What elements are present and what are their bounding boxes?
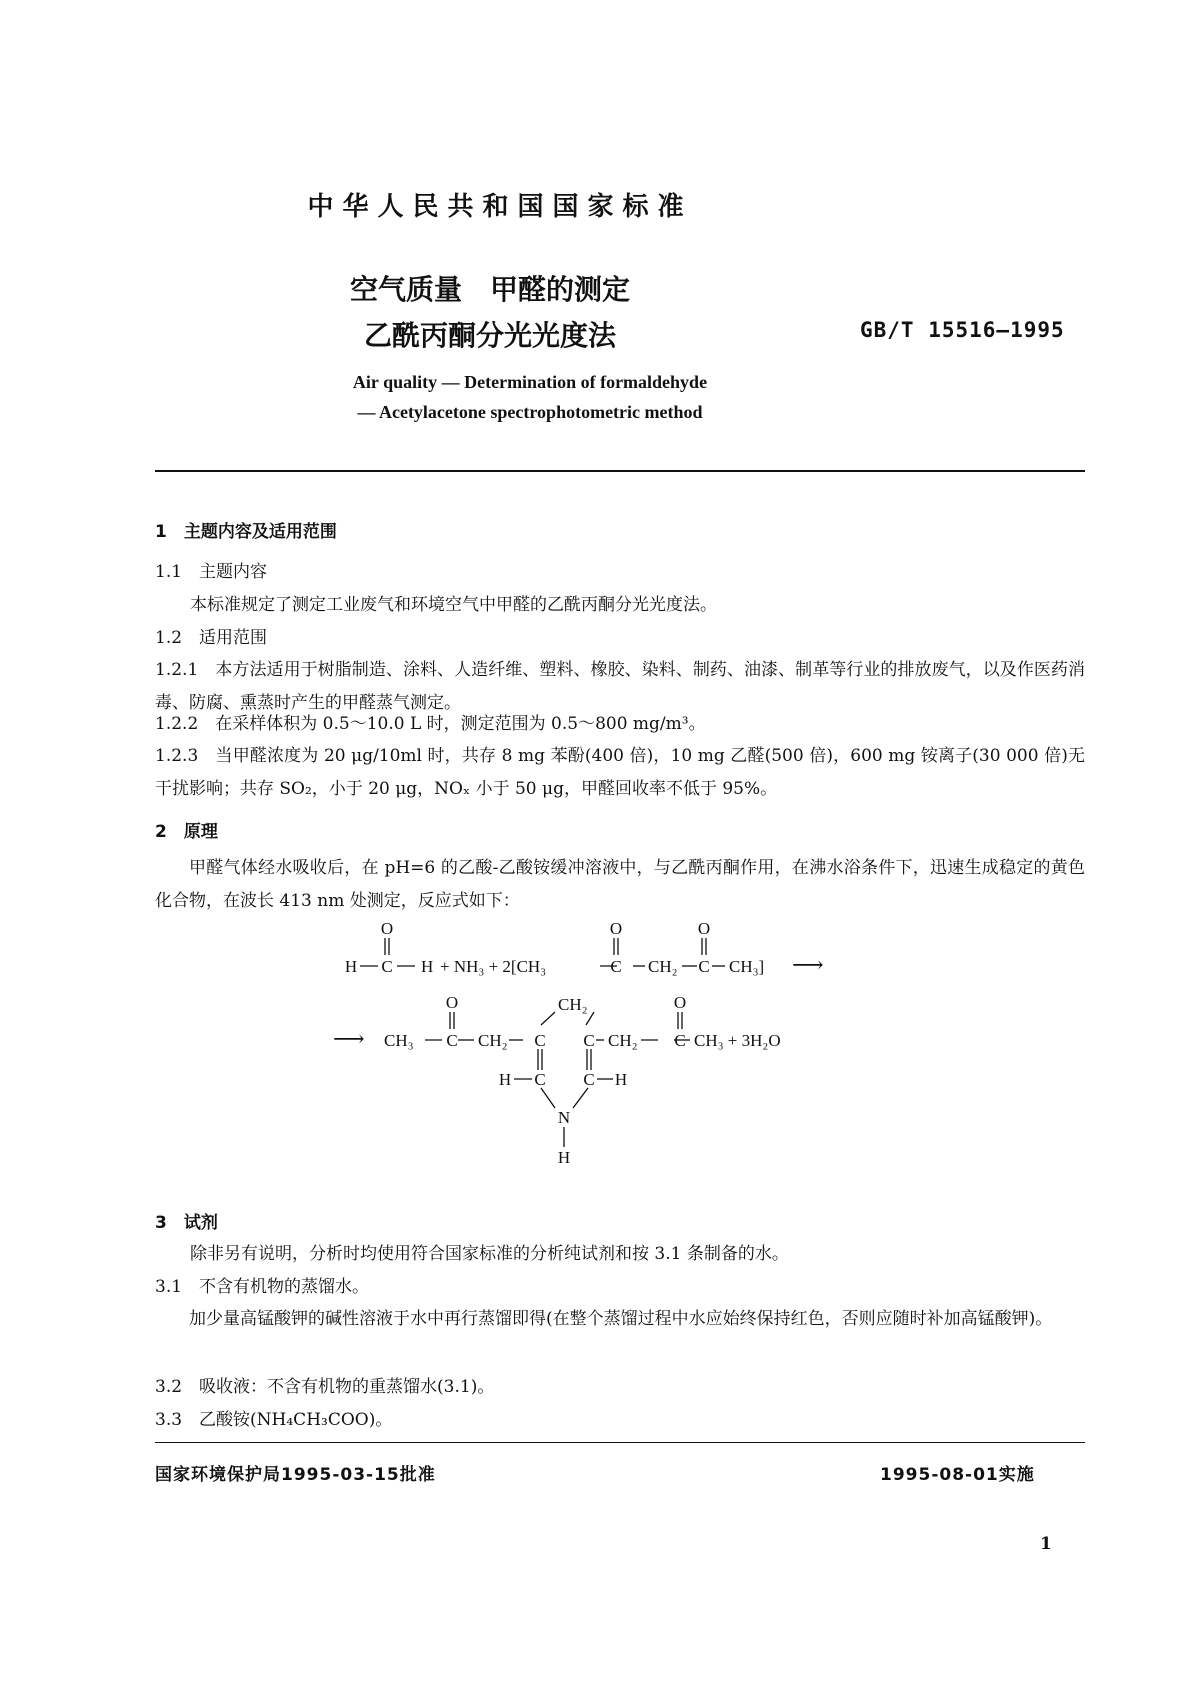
reactant-ketone-oxygen-1: O: [609, 919, 623, 938]
reactant-ammonia-and-acetylacetone: + NH₃ + 2[CH₃: [440, 957, 547, 976]
product-ring-hydrogen-left: H: [498, 1070, 512, 1089]
product-carbonyl-carbon-left: C: [446, 1031, 458, 1050]
implementation-date: 1995-08-01实施: [880, 1465, 1035, 1485]
section-2-heading: 2 原理: [155, 822, 218, 842]
section-1-2-2: 1.2.2 在采样体积为 0.5～10.0 L 时，测定范围为 0.5～800 mg/m³。: [155, 714, 706, 734]
section-1-2-heading: 1.2 适用范围: [155, 628, 268, 648]
product-ring-methylene: CH₂: [558, 995, 588, 1014]
product-ring-carbon-left: C: [534, 1031, 546, 1050]
product-ring-carbon-right: C: [583, 1031, 595, 1050]
standard-number: GB/T 15516—1995: [860, 318, 1065, 342]
document-title-line1: 空气质量 甲醛的测定: [349, 273, 630, 306]
national-standard-heading: 中华人民共和国国家标准: [307, 192, 693, 222]
reactant-ketone-carbon-2: C: [698, 957, 710, 976]
reactant-formaldehyde-carbon: C: [381, 957, 393, 976]
reaction-arrow-1: ⟶: [792, 952, 824, 977]
product-ring-carbon-lower-left: C: [534, 1070, 546, 1089]
section-1-2-3: 1.2.3 当甲醛浓度为 20 μg/10ml 时，共存 8 mg 苯酚(400 倍)，10 mg 乙醛(500 倍)，600 mg 铵离子(30 000 倍)无干扰影响；共存 SO₂，小于 20 μg，NOₓ 小于 50 μg，甲醛回收率不低于 95%。: [155, 746, 1085, 799]
reactant-methyl-end: CH₃]: [729, 957, 765, 976]
reactant-ketone-carbon-1: C: [610, 957, 622, 976]
section-1-heading: 1 主题内容及适用范围: [155, 522, 337, 542]
reactant-methylene: CH₂: [648, 957, 678, 976]
page-number: 1: [1040, 1534, 1052, 1554]
section-3-intro: 除非另有说明，分析时均使用符合国家标准的分析纯试剂和按 3.1 条制备的水。: [190, 1244, 789, 1264]
english-title-line1: Air quality — Determination of formaldehyde: [352, 372, 708, 392]
product-oxygen-right: O: [673, 993, 687, 1012]
section-3-1-heading: 3.1 不含有机物的蒸馏水。: [155, 1277, 370, 1297]
footer-rule: [155, 1442, 1085, 1443]
reactant-hydrogen-right: H: [421, 957, 434, 976]
section-2-text: 甲醛气体经水吸收后，在 pH=6 的乙酸-乙酸铵缓冲溶液中，与乙酰丙酮作用，在沸水浴条件下，迅速生成稳定的黄色化合物，在波长 413 nm 处测定，反应式如下：: [155, 858, 1085, 911]
product-methylene-left: CH₂: [478, 1031, 508, 1050]
approval-statement: 国家环境保护局1995-03-15批准: [155, 1465, 436, 1485]
reaction-arrow-2: ⟶: [333, 1026, 365, 1051]
section-1-2-1: 1.2.1 本方法适用于树脂制造、涂料、人造纤维、塑料、橡胶、染料、制药、油漆、制革等行业的排放废气，以及作医药消毒、防腐、熏蒸时产生的甲醛蒸气测定。: [155, 660, 1085, 713]
product-oxygen-left: O: [445, 993, 459, 1012]
reactant-carbonyl-oxygen: O: [380, 919, 394, 938]
product-ring-hydrogen-right: H: [614, 1070, 628, 1089]
document-title-line2: 乙酰丙酮分光光度法: [363, 319, 616, 352]
product-methyl-left: CH₃: [384, 1031, 414, 1050]
section-1-1-text: 本标准规定了测定工业废气和环境空气中甲醛的乙酰丙酮分光光度法。: [190, 595, 717, 615]
section-3-1-text: 加少量高锰酸钾的碱性溶液于水中再行蒸馏即得(在整个蒸馏过程中水应始终保持红色，否则应随时补加高锰酸钾)。: [189, 1309, 1053, 1329]
product-ring-carbon-lower-right: C: [583, 1070, 595, 1089]
product-nitrogen-hydrogen: H: [557, 1148, 571, 1167]
product-methyl-and-water: CH₃ + 3H₂O: [694, 1031, 781, 1050]
section-3-2: 3.2 吸收液：不含有机物的重蒸馏水(3.1)。: [155, 1377, 495, 1397]
section-1-1-heading: 1.1 主题内容: [155, 562, 268, 582]
section-3-3: 3.3 乙酸铵(NH₄CH₃COO)。: [155, 1410, 393, 1430]
section-3-heading: 3 试剂: [155, 1213, 218, 1233]
product-carbonyl-carbon-right: C: [674, 1031, 686, 1050]
english-title-line2: — Acetylacetone spectrophotometric method: [357, 402, 703, 422]
product-methylene-right: CH₂: [608, 1031, 638, 1050]
reactant-ketone-oxygen-2: O: [697, 919, 711, 938]
product-ring-nitrogen: N: [557, 1108, 571, 1127]
reactant-hydrogen-left: H: [344, 957, 358, 976]
